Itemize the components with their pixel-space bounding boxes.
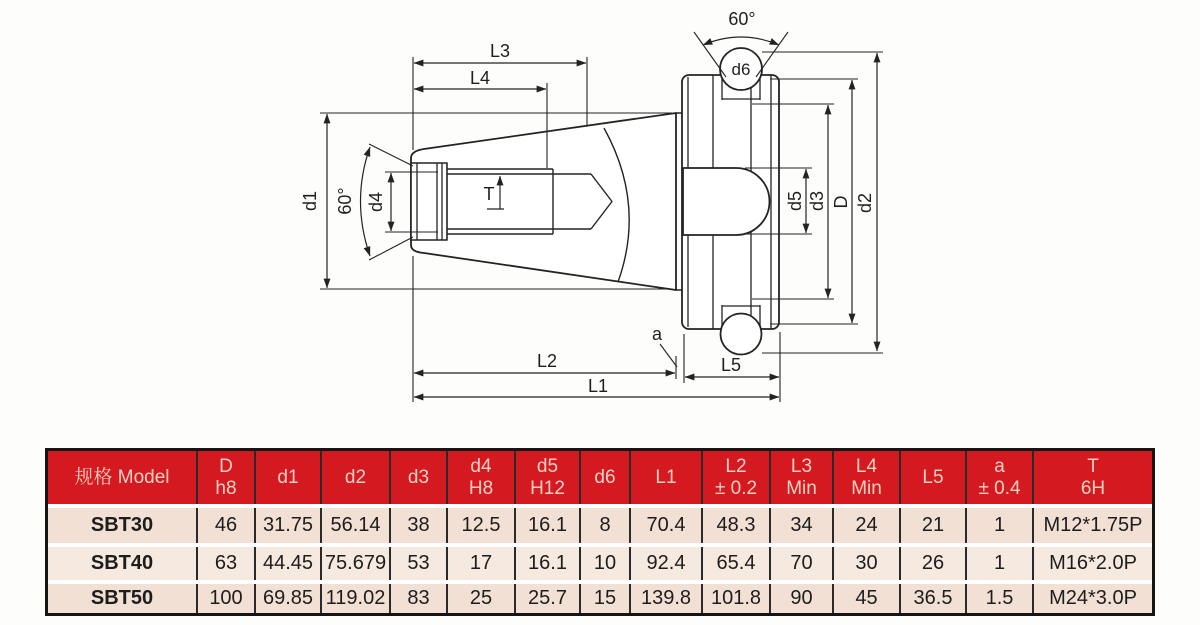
header-L1: L1 (631, 451, 703, 504)
label-L4: L4 (469, 68, 491, 88)
value-cell: M12*1.75P (1043, 514, 1143, 536)
value-cell: 100 (198, 584, 256, 613)
value-cell: 119.02 (322, 584, 391, 613)
value-cell: 25.7 (516, 584, 581, 613)
label-d5: d5 (785, 190, 805, 212)
value-cell: 45 (834, 584, 901, 613)
value-cell: 26 (901, 547, 967, 580)
header-d2: d2 (322, 451, 391, 504)
value-cell: 53 (391, 547, 448, 580)
value-cell: 31.75 (256, 508, 322, 543)
value-cell: 1 (967, 547, 1034, 580)
header-L2: L2 ± 0.2 (703, 451, 771, 504)
header-L3: L3 Min (771, 451, 834, 504)
label-L5: L5 (720, 355, 742, 375)
model-name: SBT50 (48, 584, 198, 613)
value-cell: 38 (391, 508, 448, 543)
value-cell: 46 (198, 508, 256, 543)
header-d1: d1 (256, 451, 322, 504)
value-cell: 139.8 (631, 584, 703, 613)
value-cell: M24*3.0P (1049, 587, 1137, 609)
value-cell: 17 (448, 547, 516, 580)
value-cell: 69.85 (256, 584, 322, 613)
header-T: T 6H (1080, 456, 1106, 499)
label-L2: L2 (536, 351, 558, 371)
value-cell: 70.4 (631, 508, 703, 543)
value-cell: 90 (771, 584, 834, 613)
value-cell: 30 (834, 547, 901, 580)
retention-ball-bottom (721, 314, 762, 355)
label-d1: d1 (300, 190, 320, 212)
value-cell: 16.1 (516, 508, 581, 543)
value-cell: 75.679 (322, 547, 391, 580)
label-d6: d6 (731, 60, 751, 79)
label-d2: d2 (855, 192, 875, 214)
value-cell: 48.3 (703, 508, 771, 543)
header-L5: L5 (901, 451, 967, 504)
spec-table-header-row (48, 451, 1152, 504)
label-L1: L1 (587, 376, 609, 396)
drive-boss (683, 168, 769, 235)
header-L4: L4 Min (834, 451, 901, 504)
label-L3: L3 (489, 41, 511, 61)
header-a: a ± 0.4 (967, 451, 1034, 504)
dim-a-leader (660, 344, 677, 367)
value-cell: 24 (834, 508, 901, 543)
table-row-sbt40 (48, 543, 1152, 580)
value-cell: 65.4 (703, 547, 771, 580)
value-cell: M16*2.0P (1049, 552, 1137, 574)
table-row-sbt30 (48, 504, 1152, 543)
label-d3: d3 (807, 190, 827, 212)
value-cell: 8 (581, 508, 631, 543)
header-d4: d4 H8 (448, 451, 516, 504)
header-d3: d3 (391, 451, 448, 504)
header-model: 规格 Model (48, 451, 198, 504)
value-cell: 34 (771, 508, 834, 543)
model-name: SBT30 (48, 508, 198, 543)
header-D: D h8 (198, 451, 256, 504)
table-row-sbt50 (48, 580, 1152, 613)
value-cell: 25 (448, 584, 516, 613)
header-d6: d6 (581, 451, 631, 504)
value-cell: 92.4 (631, 547, 703, 580)
value-cell: 70 (771, 547, 834, 580)
taper-cone-outline (411, 113, 676, 290)
label-a: a (651, 324, 663, 344)
label-d4: d4 (366, 191, 386, 213)
label-T: T (483, 184, 495, 204)
label-D: D (831, 195, 851, 209)
value-cell: 83 (391, 584, 448, 613)
label-angle-left: 60° (335, 187, 355, 215)
value-cell: 1 (967, 508, 1034, 543)
value-cell: 63 (198, 547, 256, 580)
label-angle-top: 60° (728, 9, 756, 29)
value-cell: 101.8 (703, 584, 771, 613)
header-d5: d5 H12 (516, 451, 581, 504)
value-cell: 12.5 (448, 508, 516, 543)
value-cell: 21 (901, 508, 967, 543)
value-cell: 10 (581, 547, 631, 580)
value-cell: 36.5 (901, 584, 967, 613)
spec-table (45, 448, 1155, 616)
value-cell: 1.5 (967, 584, 1034, 613)
value-cell: 44.45 (256, 547, 322, 580)
value-cell: 16.1 (516, 547, 581, 580)
value-cell: 56.14 (322, 508, 391, 543)
model-name: SBT40 (48, 547, 198, 580)
value-cell: 15 (581, 584, 631, 613)
